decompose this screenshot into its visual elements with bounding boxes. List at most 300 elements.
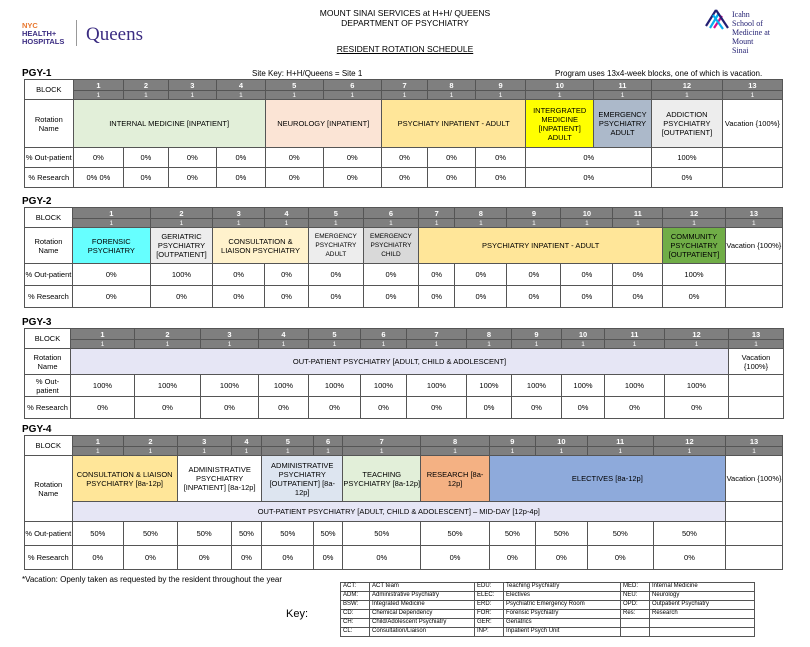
- outpatient-label: % Out-patient: [25, 375, 71, 397]
- key-label: Key:: [286, 608, 309, 620]
- block-number: 10: [561, 208, 613, 219]
- rotation-teaching-psychiatry: TEACHING PSYCHIATRY [8a-12p]: [343, 456, 421, 502]
- sinai-line: Mount: [732, 37, 754, 46]
- key-desc: Internal Medicine: [650, 583, 755, 592]
- outpatient-pct: 50%: [177, 522, 231, 546]
- block-label: BLOCK: [25, 329, 71, 349]
- outpatient-pct: 0%: [381, 148, 427, 168]
- program-note: Program uses 13x4-week blocks, one of which is vacation.: [555, 69, 763, 78]
- key-abbr: CL:: [341, 628, 370, 637]
- key-row: [341, 628, 755, 637]
- research-pct: 0%: [562, 397, 605, 419]
- block-number: 6: [363, 208, 418, 219]
- site-number: 1: [613, 219, 663, 228]
- key-abbr: [621, 628, 650, 637]
- site-number: 1: [428, 91, 476, 100]
- outpatient-pct: 50%: [124, 522, 178, 546]
- block-number: 8: [421, 436, 489, 447]
- key-desc: Teaching Psychiatry: [504, 583, 621, 592]
- key-abbr: ACT:: [341, 583, 370, 592]
- rotation-research: RESEARCH [8a-12p]: [421, 456, 489, 502]
- vacation-footnote: *Vacation: Openly taken as requested by the resident throughout the year: [22, 575, 283, 584]
- block-number: 3: [213, 208, 265, 219]
- outpatient-pct: 0%: [265, 264, 309, 286]
- key-abbr: CH:: [341, 619, 370, 628]
- block-number: 1: [71, 329, 135, 340]
- outpatient-pct: 0%: [475, 148, 526, 168]
- rotation-label: Rotation Name: [25, 349, 71, 375]
- research-pct: 0%: [421, 546, 489, 570]
- rotation-vacation: Vacation {100%}: [722, 100, 782, 148]
- block-number: 7: [407, 329, 467, 340]
- pgy3-title: PGY-3: [22, 317, 52, 328]
- research-pct: 0%: [613, 286, 663, 308]
- rotation-outpatient-psychiatry: OUT-PATIENT PSYCHIATRY [ADULT, CHILD & ADOLESCENT]: [71, 349, 729, 375]
- block-number: 13: [729, 329, 784, 340]
- outpatient-pct: 100%: [71, 375, 135, 397]
- outpatient-pct: 50%: [587, 522, 653, 546]
- research-label: % Research: [25, 168, 74, 188]
- outpatient-label: % Out-patient: [25, 264, 73, 286]
- rotation-consultation-liaison: CONSULTATION & LIAISON PSYCHIATRY [8a-12p]: [72, 456, 177, 502]
- site-number: 1: [526, 91, 594, 100]
- block-label: BLOCK: [25, 436, 73, 456]
- rotation-psychiatry-inpatient: PSYCHIATY INPATIENT - ADULT: [381, 100, 526, 148]
- site-number: 1: [419, 219, 455, 228]
- research-pct: 0%: [231, 546, 262, 570]
- pgy4-title: PGY-4: [22, 424, 52, 435]
- research-pct: 0%: [512, 397, 562, 419]
- rotation-vacation: Vacation {100%}: [726, 456, 783, 502]
- abbreviation-key: [340, 582, 755, 637]
- block-number: 9: [512, 329, 562, 340]
- key-desc: Administrative Psychiatry: [370, 592, 475, 601]
- block-number: 10: [562, 329, 605, 340]
- block-number: 5: [308, 208, 363, 219]
- outpatient-pct: [722, 148, 782, 168]
- rotation-forensic-psychiatry: FORENSIC PSYCHIATRY: [72, 228, 150, 264]
- research-pct: 0%: [652, 168, 723, 188]
- outpatient-pct: 100%: [201, 375, 259, 397]
- logo-health-text: HEALTH+: [22, 29, 57, 38]
- research-pct: [725, 286, 782, 308]
- block-number: 8: [428, 80, 476, 91]
- key-desc: Research: [650, 610, 755, 619]
- site-number: 1: [314, 447, 343, 456]
- outpatient-pct: 0%: [561, 264, 613, 286]
- site-number: 1: [507, 219, 561, 228]
- block-number: 4: [231, 436, 262, 447]
- site-number: 1: [605, 340, 665, 349]
- key-abbr: INP:: [475, 628, 504, 637]
- rotation-electives: ELECTIVES [8a-12p]: [489, 456, 725, 502]
- outpatient-pct: 50%: [314, 522, 343, 546]
- key-abbr: CD:: [341, 610, 370, 619]
- block-number: 9: [489, 436, 535, 447]
- site-number: 1: [168, 91, 217, 100]
- key-desc: Forensic Psychiatry: [504, 610, 621, 619]
- nyc-health-hospitals-logo: [22, 22, 64, 46]
- block-number: 12: [652, 80, 723, 91]
- sinai-line: Sinai: [732, 46, 749, 55]
- research-pct: 0%: [314, 546, 343, 570]
- logo-divider: [76, 20, 77, 46]
- research-pct: [726, 546, 783, 570]
- site-number: 1: [231, 447, 262, 456]
- key-desc: Child/Adolescent Psychiatry: [370, 619, 475, 628]
- outpatient-pct: 50%: [421, 522, 489, 546]
- research-pct: 0%: [124, 168, 168, 188]
- block-number: 2: [124, 80, 168, 91]
- pgy2-title: PGY-2: [22, 196, 52, 207]
- block-number: 2: [150, 208, 212, 219]
- outpatient-pct: 0%: [507, 264, 561, 286]
- research-pct: 0%: [605, 397, 665, 419]
- key-abbr: OPD:: [621, 601, 650, 610]
- key-abbr: Res:: [621, 610, 650, 619]
- site-number: 1: [213, 219, 265, 228]
- site-number: 1: [725, 219, 782, 228]
- block-label: BLOCK: [25, 208, 73, 228]
- block-number: 6: [323, 80, 381, 91]
- research-label: % Research: [25, 286, 73, 308]
- rotation-label: Rotation Name: [25, 456, 73, 522]
- rotation-integrated-medicine: INTERGRATED MEDICINE [INPATIENT] ADULT: [526, 100, 594, 148]
- sinai-logo-text: [732, 10, 770, 55]
- rotation-geriatric-psychiatry: GERIATRIC PSYCHIATRY [OUTPATIENT]: [150, 228, 212, 264]
- page-title: RESIDENT ROTATION SCHEDULE: [336, 44, 474, 54]
- site-number: 1: [72, 219, 150, 228]
- pgy2-table: [24, 207, 783, 308]
- site-number: 1: [265, 219, 309, 228]
- key-desc: Psychiatric Emergency Room: [504, 601, 621, 610]
- block-number: 7: [343, 436, 421, 447]
- site-number: 1: [177, 447, 231, 456]
- outpatient-pct: [726, 522, 783, 546]
- research-pct: 0%: [213, 286, 265, 308]
- site-number: 1: [124, 447, 178, 456]
- rotation-emergency-child: EMERGENCY PSYCHIATRY CHILD: [363, 228, 418, 264]
- outpatient-pct: 100%: [309, 375, 361, 397]
- rotation-admin-inpatient: ADMINISTRATIVE PSYCHIATRY [INPATIENT] [8a-12p]: [177, 456, 262, 502]
- key-desc: Geriatrics: [504, 619, 621, 628]
- outpatient-pct: 100%: [135, 375, 201, 397]
- research-pct: 0%: [72, 546, 124, 570]
- vacation-spacer: [726, 502, 783, 522]
- outpatient-pct: 50%: [343, 522, 421, 546]
- site-number: 1: [722, 91, 782, 100]
- outpatient-pct: 50%: [653, 522, 725, 546]
- block-number: 12: [665, 329, 729, 340]
- research-pct: 0%: [71, 397, 135, 419]
- site-number: 1: [309, 340, 361, 349]
- research-pct: 0%: [168, 168, 217, 188]
- outpatient-pct: 0%: [72, 264, 150, 286]
- outpatient-pct: 0%: [265, 148, 323, 168]
- research-pct: 0%: [124, 546, 178, 570]
- key-row: [341, 601, 755, 610]
- research-pct: 0%: [265, 286, 309, 308]
- site-number: 1: [652, 91, 723, 100]
- site-number: 1: [562, 340, 605, 349]
- research-pct: 0%: [455, 286, 507, 308]
- outpatient-pct: 0%: [124, 148, 168, 168]
- key-row: [341, 583, 755, 592]
- block-number: 3: [201, 329, 259, 340]
- site-number: 1: [259, 340, 309, 349]
- outpatient-pct: 0%: [419, 264, 455, 286]
- block-number: 9: [475, 80, 526, 91]
- header-line2: DEPARTMENT OF PSYCHIATRY: [341, 18, 469, 28]
- block-number: 6: [314, 436, 343, 447]
- block-number: 7: [419, 208, 455, 219]
- logo-nyc-text: NYC: [22, 21, 38, 30]
- key-desc: Neurology: [650, 592, 755, 601]
- block-number: 2: [124, 436, 178, 447]
- research-pct: 0%: [135, 397, 201, 419]
- outpatient-pct: 0%: [428, 148, 476, 168]
- rotation-emergency-psychiatry: EMERGENCY PSYCHIATRY ADULT: [593, 100, 651, 148]
- outpatient-pct: 100%: [605, 375, 665, 397]
- outpatient-pct: [729, 375, 784, 397]
- block-number: 9: [507, 208, 561, 219]
- outpatient-pct: 50%: [489, 522, 535, 546]
- key-desc: Integrated Medicine: [370, 601, 475, 610]
- outpatient-pct: 100%: [259, 375, 309, 397]
- site-number: 1: [381, 91, 427, 100]
- site-number: 1: [72, 447, 124, 456]
- outpatient-pct: 0%: [213, 264, 265, 286]
- site-number: 1: [536, 447, 588, 456]
- block-number: 13: [726, 436, 783, 447]
- key-abbr: [621, 619, 650, 628]
- outpatient-pct: 0%: [526, 148, 652, 168]
- block-number: 4: [265, 208, 309, 219]
- block-number: 1: [72, 436, 124, 447]
- key-desc: Consultation/Liaison: [370, 628, 475, 637]
- site-number: 1: [265, 91, 323, 100]
- site-number: 1: [124, 91, 168, 100]
- block-number: 8: [455, 208, 507, 219]
- key-abbr: ERD:: [475, 601, 504, 610]
- site-number: 1: [489, 447, 535, 456]
- research-pct: 0%: [361, 397, 407, 419]
- block-number: 11: [613, 208, 663, 219]
- research-pct: 0%: [262, 546, 314, 570]
- block-label: BLOCK: [25, 80, 74, 100]
- block-number: 7: [381, 80, 427, 91]
- outpatient-pct: 0%: [168, 148, 217, 168]
- site-number: 1: [561, 219, 613, 228]
- outpatient-pct: 50%: [72, 522, 124, 546]
- site-number: 1: [653, 447, 725, 456]
- outpatient-pct: 0%: [455, 264, 507, 286]
- key-desc: ACT team: [370, 583, 475, 592]
- research-pct: 0%: [536, 546, 588, 570]
- site-number: 1: [73, 91, 124, 100]
- site-number: 1: [323, 91, 381, 100]
- block-number: 4: [217, 80, 266, 91]
- outpatient-label: % Out-patient: [25, 148, 74, 168]
- research-pct: 0%: [489, 546, 535, 570]
- outpatient-pct: 100%: [652, 148, 723, 168]
- outpatient-pct: [725, 264, 782, 286]
- rotation-psychiatry-inpatient: PSYCHIATRY INPATIENT - ADULT: [419, 228, 663, 264]
- research-pct: 0%: [653, 546, 725, 570]
- research-label: % Research: [25, 546, 73, 570]
- site-number: 1: [71, 340, 135, 349]
- key-desc: Electives: [504, 592, 621, 601]
- key-abbr: EDU:: [475, 583, 504, 592]
- site-number: 1: [150, 219, 212, 228]
- block-number: 13: [725, 208, 782, 219]
- site-number: 1: [593, 91, 651, 100]
- sinai-line: School of: [732, 19, 763, 28]
- block-number: 10: [536, 436, 588, 447]
- research-pct: 0%: [177, 546, 231, 570]
- block-number: 12: [653, 436, 725, 447]
- block-number: 6: [361, 329, 407, 340]
- logo-queens-text: Queens: [86, 24, 143, 45]
- block-number: 5: [262, 436, 314, 447]
- rotation-neurology: NEUROLOGY [INPATIENT]: [265, 100, 381, 148]
- site-number: 1: [512, 340, 562, 349]
- site-number: 1: [308, 219, 363, 228]
- sinai-line: Medicine at: [732, 28, 770, 37]
- research-pct: 0%: [665, 397, 729, 419]
- key-desc: Inpatient Psych Unit: [504, 628, 621, 637]
- rotation-vacation: Vacation {100%}: [729, 349, 784, 375]
- key-abbr: ADM:: [341, 592, 370, 601]
- rotation-label: Rotation Name: [25, 228, 73, 264]
- rotation-label: Rotation Name: [25, 100, 74, 148]
- site-number: 1: [475, 91, 526, 100]
- research-pct: 0%: [72, 286, 150, 308]
- site-number: 1: [262, 447, 314, 456]
- rotation-emergency-adult: EMERGENCY PSYCHIATRY ADULT: [308, 228, 363, 264]
- research-label: % Research: [25, 397, 71, 419]
- block-number: 4: [259, 329, 309, 340]
- site-key: Site Key: H+H/Queens = Site 1: [252, 69, 363, 78]
- block-number: 3: [177, 436, 231, 447]
- block-number: 8: [467, 329, 512, 340]
- rotation-community-psychiatry: COMMUNITY PSYCHIATRY [OUTPATIENT]: [663, 228, 725, 264]
- research-pct: 0%: [323, 168, 381, 188]
- key-row: [341, 592, 755, 601]
- outpatient-pct: 50%: [231, 522, 262, 546]
- key-row: [341, 610, 755, 619]
- research-pct: 0%: [363, 286, 418, 308]
- research-pct: 0%: [308, 286, 363, 308]
- rotation-vacation: Vacation {100%}: [725, 228, 782, 264]
- block-number: 1: [72, 208, 150, 219]
- key-abbr: NEU:: [621, 592, 650, 601]
- research-pct: 0%: [265, 168, 323, 188]
- block-number: 1: [73, 80, 124, 91]
- key-abbr: FOR:: [475, 610, 504, 619]
- site-number: 1: [665, 340, 729, 349]
- outpatient-pct: 0%: [308, 264, 363, 286]
- outpatient-pct: 0%: [217, 148, 266, 168]
- block-number: 10: [526, 80, 594, 91]
- site-number: 1: [467, 340, 512, 349]
- key-abbr: ELEC:: [475, 592, 504, 601]
- block-number: 2: [135, 329, 201, 340]
- research-pct: 0%: [507, 286, 561, 308]
- research-pct: 0%: [663, 286, 725, 308]
- research-pct: 0%: [587, 546, 653, 570]
- outpatient-label: % Out-patient: [25, 522, 73, 546]
- block-number: 12: [663, 208, 725, 219]
- key-desc: Outpatient Psychiatry: [650, 601, 755, 610]
- block-number: 5: [265, 80, 323, 91]
- block-number: 5: [309, 329, 361, 340]
- site-number: 1: [726, 447, 783, 456]
- research-pct: 0%: [150, 286, 212, 308]
- sinai-line: Icahn: [732, 10, 750, 19]
- block-number: 11: [587, 436, 653, 447]
- outpatient-pct: 100%: [562, 375, 605, 397]
- research-pct: 0%: [475, 168, 526, 188]
- outpatient-pct: 100%: [150, 264, 212, 286]
- key-abbr: MED:: [621, 583, 650, 592]
- mount-sinai-logo-icon: [704, 6, 730, 30]
- research-pct: 0%: [407, 397, 467, 419]
- site-number: 1: [729, 340, 784, 349]
- site-number: 1: [421, 447, 489, 456]
- outpatient-pct: 100%: [467, 375, 512, 397]
- outpatient-pct: 0%: [73, 148, 124, 168]
- rotation-admin-outpatient: ADMINISTRATIVE PSYCHIATRY [OUTPATIENT] [8a-12p]: [262, 456, 343, 502]
- research-pct: 0%: [259, 397, 309, 419]
- research-pct: 0%: [217, 168, 266, 188]
- site-number: 1: [455, 219, 507, 228]
- research-pct: [722, 168, 782, 188]
- research-pct: 0%: [381, 168, 427, 188]
- rotation-midday-outpatient: OUT-PATIENT PSYCHIATRY [ADULT, CHILD & ADOLESCENT] – MID-DAY [12p-4p]: [72, 502, 726, 522]
- research-pct: 0% 0%: [73, 168, 124, 188]
- research-pct: 0%: [467, 397, 512, 419]
- research-pct: 0%: [343, 546, 421, 570]
- outpatient-pct: 0%: [363, 264, 418, 286]
- research-pct: 0%: [201, 397, 259, 419]
- rotation-addiction-psychiatry: ADDICTION PSYCHIATRY [OUTPATIENT]: [652, 100, 723, 148]
- site-number: 1: [201, 340, 259, 349]
- site-number: 1: [363, 219, 418, 228]
- site-number: 1: [217, 91, 266, 100]
- research-pct: 0%: [419, 286, 455, 308]
- research-pct: 0%: [428, 168, 476, 188]
- pgy4-table: [24, 435, 783, 570]
- outpatient-pct: 100%: [665, 375, 729, 397]
- key-desc: [650, 619, 755, 628]
- key-abbr: GER:: [475, 619, 504, 628]
- outpatient-pct: 0%: [323, 148, 381, 168]
- outpatient-pct: 50%: [262, 522, 314, 546]
- site-number: 1: [135, 340, 201, 349]
- block-number: 3: [168, 80, 217, 91]
- pgy1-table: [24, 79, 783, 188]
- outpatient-pct: 100%: [407, 375, 467, 397]
- pgy3-table: [24, 328, 784, 419]
- outpatient-pct: 100%: [663, 264, 725, 286]
- research-pct: 0%: [309, 397, 361, 419]
- block-number: 13: [722, 80, 782, 91]
- key-desc: [650, 628, 755, 637]
- block-number: 11: [593, 80, 651, 91]
- outpatient-pct: 0%: [613, 264, 663, 286]
- key-abbr: BSW:: [341, 601, 370, 610]
